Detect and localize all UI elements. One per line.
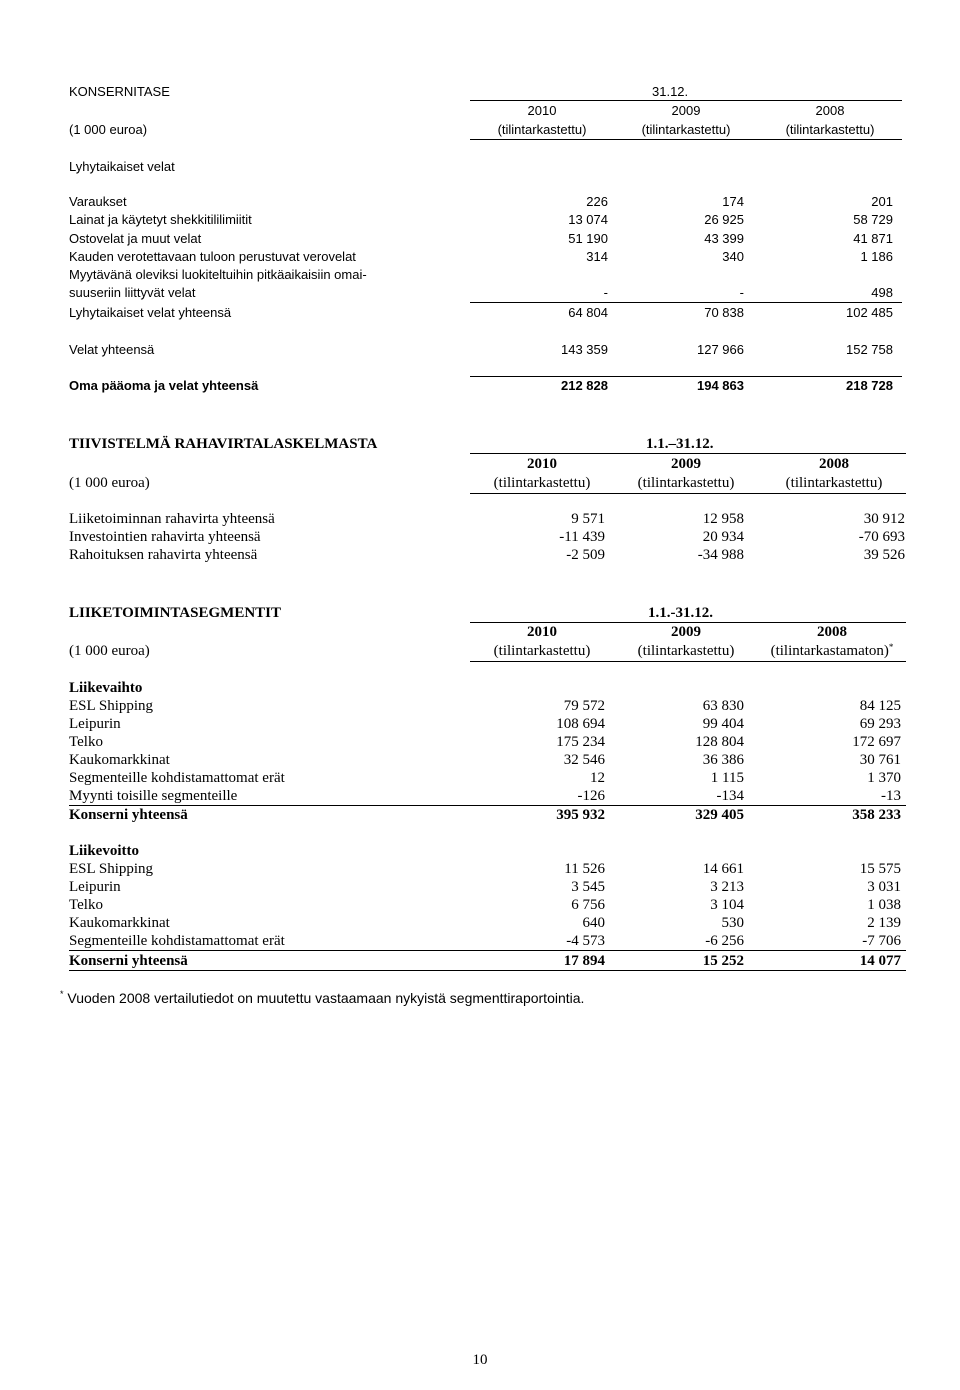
value-2010: 32 546: [563, 752, 605, 768]
header-rule-bottom: [470, 139, 902, 140]
value-2010: -4 573: [566, 933, 605, 949]
value-2008: 1 370: [867, 770, 901, 786]
value-2010: -: [603, 285, 608, 300]
value-2009: 99 404: [702, 716, 744, 732]
unit-label: (1 000 euroa): [69, 122, 148, 137]
value-2008: 39 526: [863, 547, 905, 563]
value-2010: 314: [586, 249, 608, 264]
value-2009: 14 661: [702, 861, 744, 877]
year-2008: 2008: [815, 103, 845, 118]
value-2008: 1 038: [867, 897, 901, 913]
value-2008: 1 186: [860, 249, 893, 264]
value-2009: 329 405: [695, 807, 744, 823]
value-2008: 41 871: [853, 231, 893, 246]
value-2010: 6 756: [571, 897, 605, 913]
audit-2010: (tilintarkastettu): [493, 643, 591, 659]
row-label: Ostovelat ja muut velat: [69, 231, 202, 246]
subtotal-rule: [470, 302, 902, 303]
row-label: Konserni yhteensä: [69, 953, 188, 969]
row-label: Varaukset: [69, 194, 127, 209]
value-2009: 3 104: [710, 897, 744, 913]
value-2010: 143 359: [561, 342, 608, 357]
value-2008: 15 575: [859, 861, 901, 877]
year-2008: 2008: [817, 624, 847, 640]
value-2010: 212 828: [561, 378, 608, 393]
audit-2010: (tilintarkastettu): [493, 475, 591, 491]
footnote-text: Vuoden 2008 vertailutiedot on muutettu vastaamaan nykyistä segmenttiraportointia.: [67, 990, 585, 1006]
table-row: [0, 751, 960, 769]
value-2010: -11 439: [559, 529, 605, 545]
value-2009: 174: [722, 194, 744, 209]
value-2008: -13: [881, 788, 901, 804]
table-row: [0, 528, 960, 546]
row-label: Kauden verotettavaan tuloon perustuvat verovelat: [69, 249, 356, 264]
grand-total-row: [0, 377, 960, 395]
balance-period: 31.12.: [652, 84, 689, 99]
row-label: ESL Shipping: [69, 861, 154, 877]
value-2008: 172 697: [852, 734, 901, 750]
total-row: [0, 341, 960, 359]
profit-heading: Liikevoitto: [69, 843, 139, 859]
value-2009: 43 399: [704, 231, 744, 246]
value-2010: 395 932: [556, 807, 605, 823]
value-2009: 15 252: [702, 953, 744, 969]
row-label: Telko: [69, 897, 103, 913]
value-2009: -134: [716, 788, 744, 804]
table-row: [0, 230, 960, 248]
value-2009: 63 830: [702, 698, 744, 714]
page-number: 10: [472, 1352, 488, 1368]
row-label: Kaukomarkkinat: [69, 752, 170, 768]
table-row: [0, 510, 960, 528]
row-label: suuseriin liittyvät velat: [69, 285, 196, 300]
header-rule: [470, 100, 902, 101]
table-row: [0, 284, 960, 302]
year-2009: 2009: [671, 103, 701, 118]
value-2010: 17 894: [563, 953, 605, 969]
value-2008: 30 761: [859, 752, 901, 768]
header-rule: [470, 453, 906, 454]
audit-2009: (tilintarkastettu): [637, 475, 735, 491]
audit-2010: (tilintarkastettu): [497, 122, 587, 137]
value-2008: 14 077: [859, 953, 901, 969]
year-2010: 2010: [527, 456, 557, 472]
value-2008: 58 729: [853, 212, 893, 227]
value-2010: 108 694: [556, 716, 605, 732]
year-2010: 2010: [527, 624, 557, 640]
footnote-marker: *: [888, 642, 894, 652]
table-row: [0, 248, 960, 266]
value-2010: -2 509: [566, 547, 605, 563]
value-2009: 12 958: [702, 511, 744, 527]
value-2008: 2 139: [867, 915, 901, 931]
row-label: Velat yhteensä: [69, 342, 155, 357]
segments-period: 1.1.-31.12.: [648, 605, 713, 621]
row-label: Segmenteille kohdistamattomat erät: [69, 933, 285, 949]
audit-2009: (tilintarkastettu): [641, 122, 731, 137]
row-label: Myytävänä oleviksi luokiteltuihin pitkäaikaisiin omai-: [69, 267, 367, 282]
table-row: [0, 733, 960, 751]
profit-total-rule: [69, 950, 906, 951]
row-label: Liiketoiminnan rahavirta yhteensä: [69, 511, 275, 527]
table-row: [0, 193, 960, 211]
row-label: Telko: [69, 734, 103, 750]
value-2009: 26 925: [704, 212, 744, 227]
year-2008: 2008: [819, 456, 849, 472]
value-2010: 12: [590, 770, 605, 786]
value-2008: 102 485: [846, 305, 893, 320]
row-label: Konserni yhteensä: [69, 807, 188, 823]
value-2010: -126: [577, 788, 605, 804]
table-row: [0, 211, 960, 229]
value-2010: 11 526: [564, 861, 605, 877]
value-2009: 20 934: [702, 529, 744, 545]
value-2009: -34 988: [697, 547, 744, 563]
value-2008: 3 031: [867, 879, 901, 895]
row-label: Segmenteille kohdistamattomat erät: [69, 770, 285, 786]
table-row: [0, 787, 960, 805]
header-rule-bottom: [470, 661, 906, 662]
value-2009: -6 256: [705, 933, 744, 949]
audit-2009: (tilintarkastettu): [637, 643, 735, 659]
row-label: Leipurin: [69, 879, 121, 895]
value-2008: 30 912: [863, 511, 905, 527]
audit-2008: (tilintarkastamaton)*: [770, 642, 894, 659]
value-2009: 70 838: [704, 305, 744, 320]
value-2010: 79 572: [563, 698, 605, 714]
value-2009: 340: [722, 249, 744, 264]
row-label: Kaukomarkkinat: [69, 915, 170, 931]
value-2010: 175 234: [556, 734, 605, 750]
table-row: [0, 715, 960, 733]
value-2008: -70 693: [858, 529, 905, 545]
row-label: Lainat ja käytetyt shekkitililimiitit: [69, 212, 252, 227]
cashflow-period: 1.1.–31.12.: [646, 436, 714, 452]
revenue-total-row: [0, 806, 960, 824]
table-row: [0, 546, 960, 564]
year-2009: 2009: [671, 456, 701, 472]
table-row: [0, 932, 960, 950]
value-2009: 3 213: [710, 879, 744, 895]
value-2010: 3 545: [571, 879, 605, 895]
value-2009: 127 966: [697, 342, 744, 357]
row-label: Leipurin: [69, 716, 121, 732]
value-2010: 9 571: [571, 511, 605, 527]
value-2010: 640: [582, 915, 605, 931]
value-2008: 498: [871, 285, 893, 300]
balance-title: KONSERNITASE: [69, 84, 170, 99]
value-2009: 36 386: [702, 752, 744, 768]
header-rule-bottom: [470, 493, 906, 494]
row-label: Myynti toisille segmenteille: [69, 788, 238, 804]
value-2008: 358 233: [852, 807, 901, 823]
subtotal-row: [0, 304, 960, 322]
table-row: [0, 769, 960, 787]
audit-2008: (tilintarkastettu): [785, 475, 883, 491]
audit-2008: (tilintarkastettu): [785, 122, 875, 137]
table-row: [0, 896, 960, 914]
value-2009: 194 863: [697, 378, 744, 393]
row-label: Lyhytaikaiset velat yhteensä: [69, 305, 232, 320]
segments-title: LIIKETOIMINTASEGMENTIT: [69, 605, 281, 621]
row-label: Investointien rahavirta yhteensä: [69, 529, 261, 545]
table-row: [0, 878, 960, 896]
value-2008: 152 758: [846, 342, 893, 357]
value-2009: -: [739, 285, 744, 300]
profit-total-row: [0, 952, 960, 970]
value-2009: 128 804: [695, 734, 744, 750]
year-2010: 2010: [527, 103, 557, 118]
value-2010: 226: [586, 194, 608, 209]
footnote: [60, 989, 584, 1007]
year-2009: 2009: [671, 624, 701, 640]
table-row: [0, 266, 960, 284]
row-label: Oma pääoma ja velat yhteensä: [69, 378, 259, 393]
footnote-marker: *: [60, 989, 64, 999]
value-2009: 530: [721, 915, 744, 931]
table-row: [0, 860, 960, 878]
value-2009: 1 115: [710, 770, 744, 786]
table-row: [0, 914, 960, 932]
value-2008: 201: [871, 194, 893, 209]
row-label: Rahoituksen rahavirta yhteensä: [69, 547, 258, 563]
value-2010: 64 804: [568, 305, 608, 320]
profit-total-underline: [69, 970, 906, 971]
value-2008: 69 293: [859, 716, 901, 732]
value-2008: -7 706: [862, 933, 901, 949]
value-2010: 51 190: [568, 231, 608, 246]
table-row: [0, 697, 960, 715]
row-label: ESL Shipping: [69, 698, 154, 714]
value-2008: 84 125: [859, 698, 901, 714]
revenue-heading: Liikevaihto: [69, 680, 143, 696]
value-2008: 218 728: [846, 378, 893, 393]
value-2010: 13 074: [568, 212, 608, 227]
unit-label: (1 000 euroa): [69, 475, 150, 491]
section-heading: Lyhytaikaiset velat: [69, 159, 175, 174]
unit-label: (1 000 euroa): [69, 643, 150, 659]
cashflow-title: TIIVISTELMÄ RAHAVIRTALASKELMASTA: [69, 436, 378, 452]
